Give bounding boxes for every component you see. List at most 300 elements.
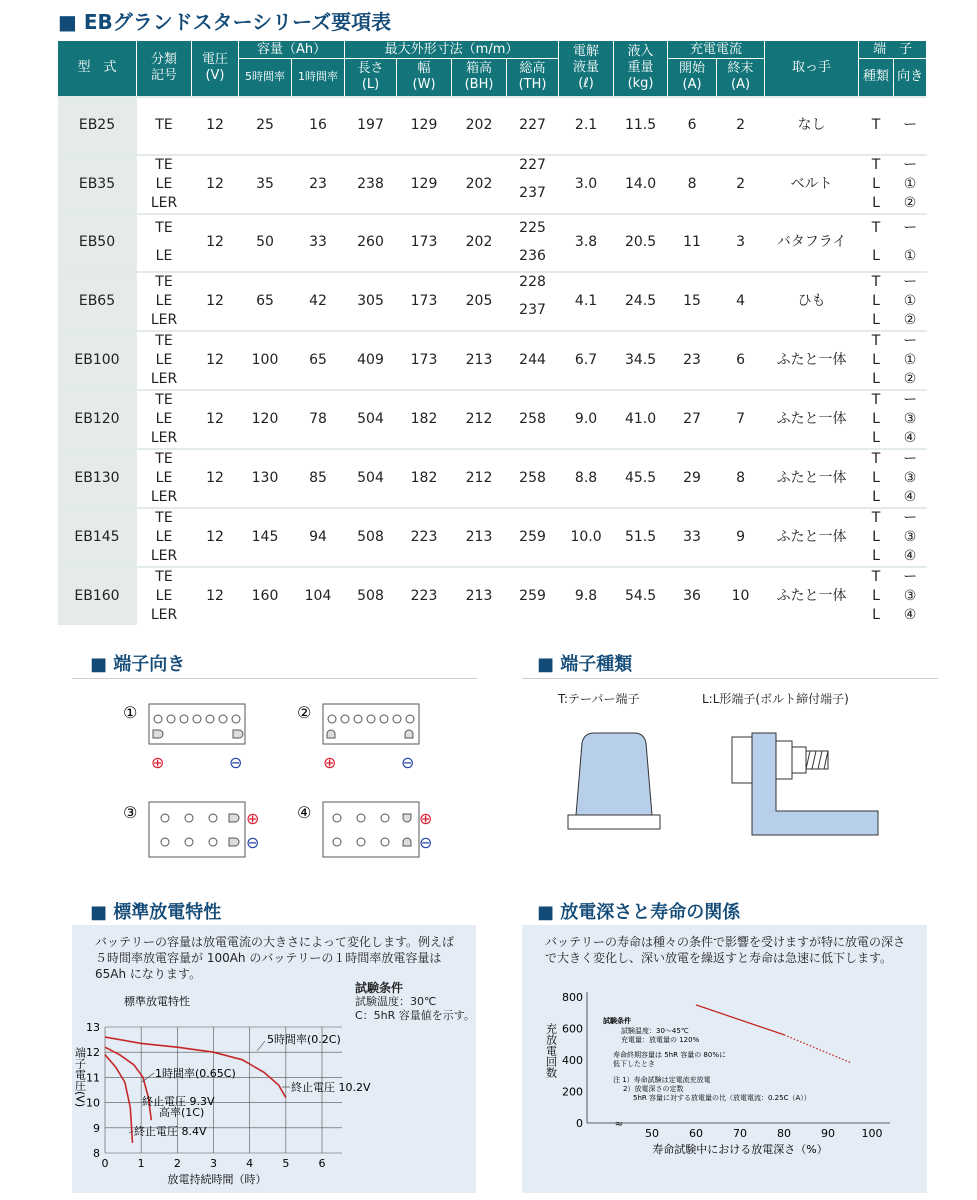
cell-term-dir: ④ (903, 429, 917, 446)
cell-handle: ふたと一体 (765, 390, 859, 449)
cell-cap1: 16 (292, 97, 345, 155)
cell-volt: 12 (192, 155, 239, 214)
th-dims: 最大外形寸法（m/m） (345, 41, 559, 59)
table-row (58, 331, 927, 351)
cell-len: 504 (345, 390, 397, 449)
cell-term-type: T (859, 155, 894, 175)
annotation-end-8-4: 終止電圧 8.4V (134, 1125, 207, 1138)
l-terminal-icon (327, 730, 335, 738)
table-row (58, 272, 927, 292)
cell-class: LER (150, 547, 178, 564)
y-tick-label: 11 (86, 1071, 100, 1085)
discharge-heading-text: 標準放電特性 (113, 902, 222, 923)
series-line (784, 1035, 850, 1063)
cell-model: EB120 (58, 390, 137, 449)
plus-icon: ⊕ (419, 809, 433, 828)
th-charge-start: 開始 (A) (668, 59, 717, 97)
cell-wid: 182 (397, 390, 452, 449)
cell-model: EB145 (58, 508, 137, 567)
cell-class: TE (137, 155, 192, 175)
cell-cap1: 65 (292, 331, 345, 390)
cell-th: 227 (507, 155, 559, 175)
cell-start: 6 (668, 97, 717, 155)
cell-len: 409 (345, 331, 397, 390)
orientation-label-4: ④ (297, 803, 312, 822)
cell-start: 11 (668, 214, 717, 272)
cell-term-dir: ① (903, 248, 917, 264)
cell-class: LER (150, 311, 178, 328)
cell-end: 9 (717, 508, 765, 567)
cell-weight: 14.0 (614, 155, 668, 214)
cell-elec: 3.8 (559, 214, 614, 272)
l-terminal-icon (405, 730, 413, 738)
cell-weight: 34.5 (614, 331, 668, 390)
cell-term-type: T (859, 331, 894, 351)
cell-cap5: 130 (239, 449, 292, 508)
cell-class: TE (137, 508, 192, 528)
cell-term-dir: ー (894, 449, 927, 469)
y-tick-label: 12 (86, 1046, 100, 1060)
th-bh: 箱高 (BH) (452, 59, 507, 97)
life-cond-life1: 寿命終期容量は 5hR 容量の 80%に (613, 1051, 726, 1059)
orientation-label-1: ① (123, 703, 138, 722)
cell-th: 258 (507, 390, 559, 449)
cell-th: 237 (519, 302, 546, 318)
cell-weight: 41.0 (614, 390, 668, 449)
table-row (58, 390, 927, 410)
cell-term-type: L (872, 292, 880, 309)
cell-start: 27 (668, 390, 717, 449)
cell-term-dir: ③ (903, 528, 917, 545)
cell-class: TE (137, 97, 192, 155)
cell-bh: 213 (452, 508, 507, 567)
cell-term-dir: ④ (903, 488, 917, 505)
cell-term-type: L (872, 429, 880, 446)
cell-start: 33 (668, 508, 717, 567)
cell-cap5: 65 (239, 272, 292, 331)
cell-th: 236 (519, 248, 546, 264)
spec-table (57, 40, 927, 625)
cell-term-type: L (872, 351, 880, 368)
cell-cap1: 78 (292, 390, 345, 449)
cell-cap5: 50 (239, 214, 292, 272)
y-tick-label: 10 (86, 1096, 100, 1110)
discharge-cond-title: 試験条件 (355, 981, 404, 995)
cell-class: LER (150, 194, 178, 211)
annotation-leader (257, 1041, 265, 1051)
cell-term-type: T (859, 567, 894, 587)
nut-icon (776, 741, 792, 779)
y-tick-label: 600 (562, 1022, 583, 1036)
y-tick-label: 9 (93, 1121, 100, 1135)
cell-cap1: 94 (292, 508, 345, 567)
table-row (58, 97, 927, 155)
cell-term-type: L (872, 248, 880, 264)
discharge-cond-c: C：5hR 容量値を示す。 (355, 1009, 475, 1022)
series-line (696, 1005, 784, 1035)
cell-class: TE (137, 214, 192, 243)
cell-end: 3 (717, 214, 765, 272)
cell-end: 10 (717, 567, 765, 625)
cell-class: LE (155, 292, 173, 309)
cell-len: 504 (345, 449, 397, 508)
cell-term-type: L (872, 194, 880, 211)
l-terminal-icon (403, 838, 411, 846)
th-charge: 充電電流 (668, 41, 765, 59)
life-cond-title: 試験条件 (603, 1017, 631, 1025)
plus-icon: ⊕ (323, 753, 337, 772)
cell-cap1: 104 (292, 567, 345, 625)
cell-volt: 12 (192, 272, 239, 331)
cell-wid: 129 (397, 155, 452, 214)
cell-term-type: L (872, 311, 880, 328)
cell-term-type: L (872, 528, 880, 545)
x-axis-label: 寿命試験中における放電深さ（%） (652, 1143, 828, 1156)
cell-end: 6 (717, 331, 765, 390)
cell-term-type: L (872, 175, 880, 192)
cell-bh: 202 (452, 97, 507, 155)
taper-terminal-icon (576, 733, 652, 815)
discharge-heading: ■ 標準放電特性 (90, 902, 222, 923)
cell-start: 23 (668, 331, 717, 390)
th-capacity: 容量（Ah） (239, 41, 345, 59)
cell-handle: ふたと一体 (765, 508, 859, 567)
th-model: 型 式 (58, 41, 137, 97)
cell-handle: ふたと一体 (765, 331, 859, 390)
cell-elec: 8.8 (559, 449, 614, 508)
cell-elec: 2.1 (559, 97, 614, 155)
cell-term-dir: ー (894, 390, 927, 410)
cell-bh: 213 (452, 331, 507, 390)
cell-model: EB160 (58, 567, 137, 625)
cell-term-dir: ① (903, 175, 917, 192)
th-th: 総高 (TH) (507, 59, 559, 97)
cell-model: EB65 (58, 272, 137, 331)
cell-handle: ベルト (765, 155, 859, 214)
discharge-description: バッテリーの容量は放電電流の大きさによって変化します。例えば５時間率放電容量が 100Ah のバッテリーの１時間率放電容量は 65Ah になります。 (95, 935, 455, 981)
battery-4 (323, 802, 419, 857)
life-cond-temp: 試験温度：30〜45℃ (621, 1027, 689, 1035)
cell-elec: 3.0 (559, 155, 614, 214)
cell-term-dir: ② (903, 311, 917, 328)
cell-start: 8 (668, 155, 717, 214)
cell-th: 259 (507, 508, 559, 567)
cell-len: 305 (345, 272, 397, 331)
cell-cap1: 23 (292, 155, 345, 214)
bolt-head-icon (732, 737, 752, 783)
cell-wid: 223 (397, 567, 452, 625)
cell-term-dir: ① (903, 351, 917, 368)
cell-cap5: 160 (239, 567, 292, 625)
orientation-label-2: ② (297, 703, 312, 722)
cell-volt: 12 (192, 449, 239, 508)
cell-start: 15 (668, 272, 717, 331)
cell-volt: 12 (192, 390, 239, 449)
terminal-type-diagrams (560, 715, 890, 845)
plus-icon: ⊕ (246, 809, 260, 828)
th-elec: 電解 液量 (ℓ) (559, 41, 614, 97)
cell-handle: なし (765, 97, 859, 155)
cell-term-dir: ③ (903, 410, 917, 427)
th-weight: 液入 重量 (kg) (614, 41, 668, 97)
cell-end: 8 (717, 449, 765, 508)
th-cap1: 1時間率 (292, 59, 345, 97)
life-heading: ■ 放電深さと寿命の関係 (537, 902, 741, 923)
cell-term-dir: ① (903, 292, 917, 309)
cell-elec: 6.7 (559, 331, 614, 390)
cell-term-type: T (859, 97, 894, 155)
axis-break-icon: ≈ (614, 1119, 624, 1130)
cell-class: LER (150, 488, 178, 505)
cell-class: LER (150, 429, 178, 446)
cell-term-type: L (872, 469, 880, 486)
cell-wid: 173 (397, 272, 452, 331)
l-terminal-icon (153, 730, 163, 738)
x-axis-label: 放電持続時間（時） (167, 1173, 267, 1186)
cell-term-type: L (872, 587, 880, 604)
cell-class: LE (155, 469, 173, 486)
y-tick-label: 13 (86, 1021, 100, 1034)
cell-model: EB35 (58, 155, 137, 214)
th-cap5: 5時間率 (239, 59, 292, 97)
cell-weight: 54.5 (614, 567, 668, 625)
cell-wid: 223 (397, 508, 452, 567)
cell-th: 237 (519, 185, 546, 201)
cell-term-type: L (872, 410, 880, 427)
cell-handle: ひも (765, 272, 859, 331)
table-row (58, 155, 927, 175)
l-terminal-icon (403, 814, 411, 822)
x-tick-label: 6 (318, 1157, 326, 1170)
terminal-type-heading-text: 端子種類 (560, 654, 633, 675)
cell-cap5: 120 (239, 390, 292, 449)
cell-th: 259 (507, 567, 559, 625)
cell-elec: 9.8 (559, 567, 614, 625)
l-terminal-icon (229, 814, 239, 822)
cell-term-dir: ③ (903, 469, 917, 486)
cell-term-dir: ー (894, 155, 927, 175)
life-note-2: 2）放電深さの定数 (623, 1085, 684, 1093)
cell-term-dir: ② (903, 370, 917, 387)
annotation-1h: 1時間率(0.65C) (155, 1067, 236, 1080)
th-term-type: 種類 (859, 59, 894, 97)
cell-wid: 129 (397, 97, 452, 155)
cell-weight: 24.5 (614, 272, 668, 331)
cell-th: 225 (507, 214, 559, 243)
cell-th: 244 (507, 331, 559, 390)
th-wid: 幅 (W) (397, 59, 452, 97)
y-tick-label: 0 (576, 1117, 583, 1130)
cell-model: EB50 (58, 214, 137, 272)
cell-class: TE (137, 390, 192, 410)
cell-handle: バタフライ (765, 214, 859, 272)
minus-icon: ⊖ (401, 753, 415, 772)
plus-icon: ⊕ (151, 753, 165, 772)
battery-1 (149, 704, 245, 744)
life-description: バッテリーの寿命は種々の条件で影響を受けますが特に放電の深さで大きく変化し、深い放電を繰返すと寿命は急速に低下します。 (545, 935, 906, 965)
cell-th: 228 (507, 272, 559, 292)
series-line (105, 1047, 151, 1120)
y-tick-label: 800 (562, 991, 583, 1004)
l-terminal-icon (752, 733, 878, 835)
orientation-heading: ■ 端子向き (90, 654, 186, 675)
life-cond-charge: 充電量：放電量の 120% (621, 1036, 700, 1044)
cell-wid: 173 (397, 331, 452, 390)
cell-cap5: 35 (239, 155, 292, 214)
cell-term-dir: ー (894, 272, 927, 292)
battery-3 (149, 802, 245, 857)
x-tick-label: 80 (777, 1127, 791, 1140)
cell-bh: 213 (452, 567, 507, 625)
cell-class: LE (155, 410, 173, 427)
cell-len: 508 (345, 567, 397, 625)
cell-class: LE (155, 175, 173, 192)
th-charge-end: 終末 (A) (717, 59, 765, 97)
x-tick-label: 70 (733, 1127, 747, 1140)
cell-term-dir: ー (894, 331, 927, 351)
x-tick-label: 90 (821, 1127, 835, 1140)
cell-term-dir: ー (894, 567, 927, 587)
cell-wid: 173 (397, 214, 452, 272)
cell-bh: 202 (452, 214, 507, 272)
life-note-3: 5hR 容量に対する放電量の比（放電電流：0.25C（A）） (633, 1094, 811, 1102)
th-term-dir: 向き (894, 59, 927, 97)
annotation-end-10-2: 終止電圧 10.2V (291, 1081, 371, 1094)
cell-term-type: T (859, 214, 894, 243)
y-tick-label: 8 (93, 1147, 100, 1160)
cell-term-type: T (859, 390, 894, 410)
table-row (58, 508, 927, 528)
cell-term-type: L (872, 370, 880, 387)
terminal-type-heading: ■ 端子種類 (537, 654, 633, 675)
cell-term-dir: ー (894, 508, 927, 528)
cell-weight: 11.5 (614, 97, 668, 155)
cell-cap5: 100 (239, 331, 292, 390)
cell-class: TE (137, 567, 192, 587)
cell-bh: 212 (452, 390, 507, 449)
cell-cap1: 42 (292, 272, 345, 331)
cell-elec: 4.1 (559, 272, 614, 331)
orientation-label-3: ③ (123, 803, 138, 822)
cell-end: 7 (717, 390, 765, 449)
terminal-orientation-diagrams (115, 690, 455, 865)
cell-cap5: 25 (239, 97, 292, 155)
cell-term-type: T (859, 272, 894, 292)
series-line (105, 1055, 133, 1143)
cell-class: TE (137, 331, 192, 351)
page-title: ■ EBグランドスターシリーズ要項表 (58, 10, 392, 34)
cell-class: LE (155, 528, 173, 545)
cell-class: LE (155, 587, 173, 604)
th-terminal: 端 子 (859, 41, 927, 59)
x-tick-label: 100 (861, 1127, 883, 1140)
cell-end: 2 (717, 155, 765, 214)
y-tick-label: 400 (562, 1054, 583, 1067)
x-tick-label: 2 (173, 1157, 181, 1170)
cell-bh: 202 (452, 155, 507, 214)
cell-th: 227 (507, 97, 559, 155)
orientation-rule (72, 678, 477, 679)
cell-term-dir: ④ (903, 547, 917, 564)
cell-term-dir: ④ (903, 606, 917, 623)
cell-cap1: 33 (292, 214, 345, 272)
y-axis-label: 充放電回数 (544, 1023, 558, 1078)
annotation-high-rate: 高率(1C) (159, 1106, 205, 1119)
cell-cap5: 145 (239, 508, 292, 567)
cell-class: TE (137, 449, 192, 469)
cell-start: 29 (668, 449, 717, 508)
cell-volt: 12 (192, 331, 239, 390)
cell-model: EB130 (58, 449, 137, 508)
cell-class: LE (155, 248, 173, 264)
taper-terminal-base (568, 815, 660, 829)
x-tick-label: 60 (689, 1127, 703, 1140)
y-tick-label: 200 (562, 1085, 583, 1099)
cell-th: 258 (507, 449, 559, 508)
annotation-5h: 5時間率(0.2C) (267, 1033, 341, 1046)
discharge-cond-temp: 試験温度：30℃ (355, 995, 437, 1008)
cell-term-type: L (872, 606, 880, 623)
y-axis-label: 端子電圧(V) (73, 1047, 87, 1108)
cell-term-type: T (859, 508, 894, 528)
terminal-type-rule (522, 678, 938, 679)
x-tick-label: 3 (210, 1157, 217, 1170)
cell-term-dir: ー (894, 97, 927, 155)
x-tick-label: 0 (101, 1157, 109, 1170)
cell-term-dir: ー (894, 214, 927, 243)
minus-icon: ⊖ (419, 833, 433, 852)
cell-model: EB25 (58, 97, 137, 155)
x-tick-label: 4 (246, 1157, 254, 1170)
cell-end: 2 (717, 97, 765, 155)
cell-handle: ふたと一体 (765, 567, 859, 625)
cell-volt: 12 (192, 508, 239, 567)
page-title-text: EBグランドスターシリーズ要項表 (83, 10, 392, 34)
chart-title: 標準放電特性 (124, 995, 190, 1008)
cell-term-type: L (872, 547, 880, 564)
cell-volt: 12 (192, 214, 239, 272)
table-row (58, 214, 927, 243)
th-volt: 電圧 (V) (192, 41, 239, 97)
life-cond-life2: 低下したとき (613, 1060, 655, 1068)
cell-len: 197 (345, 97, 397, 155)
cell-elec: 10.0 (559, 508, 614, 567)
x-tick-label: 50 (645, 1127, 659, 1140)
cell-bh: 212 (452, 449, 507, 508)
cell-cap1: 85 (292, 449, 345, 508)
cell-class: LER (150, 370, 178, 387)
cell-elec: 9.0 (559, 390, 614, 449)
cell-weight: 20.5 (614, 214, 668, 272)
cell-class: LE (155, 351, 173, 368)
th-handle: 取っ手 (765, 41, 859, 97)
cell-volt: 12 (192, 97, 239, 155)
cell-bh: 205 (452, 272, 507, 331)
washer-icon (792, 747, 806, 773)
table-row (58, 449, 927, 469)
minus-icon: ⊖ (229, 753, 243, 772)
cell-wid: 182 (397, 449, 452, 508)
cell-weight: 51.5 (614, 508, 668, 567)
life-chart (535, 975, 920, 1190)
cell-len: 238 (345, 155, 397, 214)
table-row (58, 567, 927, 587)
cell-term-type: L (872, 488, 880, 505)
l-terminal-icon (233, 730, 243, 738)
cell-volt: 12 (192, 567, 239, 625)
cell-class: TE (137, 272, 192, 292)
cell-term-type: T (859, 449, 894, 469)
